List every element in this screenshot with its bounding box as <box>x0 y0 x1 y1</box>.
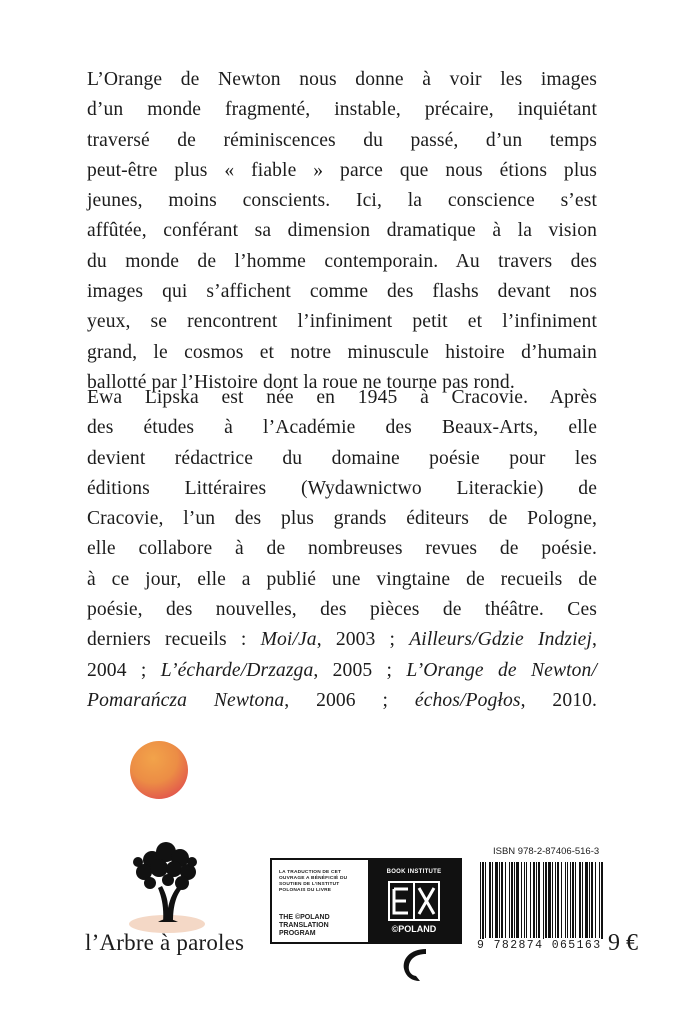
book-institute-poland: ©POLAND <box>391 924 437 934</box>
tree-logo-icon <box>122 838 212 934</box>
bio-line-4: éditions Littéraires (Wydawnictwo Literackie) de <box>87 477 597 499</box>
bio-line-5: Cracovie, l’un des plus grands éditeurs de Pologne, <box>87 508 597 530</box>
translation-notice <box>272 860 368 942</box>
description-line-9: yeux, se rencontrent l’infiniment petit et l’infiniment <box>87 311 597 333</box>
description-paragraph <box>87 65 597 398</box>
description-line-8: images qui s’affichent comme des flashs devant nos <box>87 281 597 303</box>
description-line-2: d’un monde fragmenté, instable, précaire, inquiétant <box>87 99 597 121</box>
description-line-6: affûtée, conférant sa dimension dramatique à la vision <box>87 220 597 242</box>
hook-logo-icon <box>396 945 432 983</box>
description-line-1: L’Orange de Newton nous donne à voir les images <box>87 69 597 90</box>
bio-line-7: à ce jour, elle a publié une vingtaine de recueils de <box>87 568 597 590</box>
description-line-5: jeunes, moins conscients. Ici, la conscience s’est <box>87 190 597 212</box>
description-line-10: grand, le cosmos et notre minuscule histoire d’humain <box>87 341 597 363</box>
bio-line-8: poésie, des nouvelles, des pièces de théâtre. Ces <box>87 599 597 621</box>
book-institute-emblem-icon <box>388 881 440 921</box>
bio-line-10: 2004 ; L’écharde/Drzazga, 2005 ; L’Orange de Newton/ <box>87 659 597 681</box>
bio-line-1: Ewa Lipska est née en 1945 à Cracovie. Après <box>87 387 597 408</box>
bio-line-9: derniers recueils : Moi/Ja, 2003 ; Ailleurs/Gdzie Indziej, <box>87 629 597 651</box>
translation-program-box <box>270 858 462 944</box>
author-bio-paragraph <box>87 383 597 716</box>
barcode-number: 9 782874 065163 <box>477 939 602 952</box>
bio-line-2: des études à l’Académie des Beaux-Arts, elle <box>87 417 597 439</box>
book-institute-logo <box>368 860 460 942</box>
orange-circle-icon <box>130 741 188 799</box>
publisher-name: l’Arbre à paroles <box>85 930 245 955</box>
book-institute-label: BOOK INSTITUTE <box>386 869 442 875</box>
isbn-label: ISBN 978-2-87406-516-3 <box>493 846 600 857</box>
description-line-4: peut-être plus « fiable » parce que nous étions plus <box>87 159 597 181</box>
description-line-11: ballotté par l’Histoire dont la roue ne tourne pas rond. <box>87 371 515 393</box>
bio-line-6: elle collabore à de nombreuses revues de poésie. <box>87 538 597 560</box>
bio-line-3: devient rédactrice du domaine poésie pour les <box>87 447 597 469</box>
description-line-7: du monde de l’homme contemporain. Au travers des <box>87 250 597 272</box>
price: 9 € <box>608 930 638 956</box>
program-line-2: TRANSLATION <box>279 922 329 929</box>
bio-line-11: Pomarańcza Newtona, 2006 ; échos/Pogłos, 2010. <box>87 689 598 711</box>
barcode-icon <box>478 862 606 946</box>
program-line-1: THE ©POLAND <box>279 914 330 921</box>
translation-note: LA TRADUCTION DE CET OUVRAGE A BÉNÉFICIÉ DU SOUTIEN DE L’INSTITUT POLONAIS DU LIVRE <box>279 870 348 893</box>
program-line-3: PROGRAM <box>279 930 316 937</box>
description-line-3: traversé de réminiscences du passé, d’un temps <box>87 129 597 151</box>
